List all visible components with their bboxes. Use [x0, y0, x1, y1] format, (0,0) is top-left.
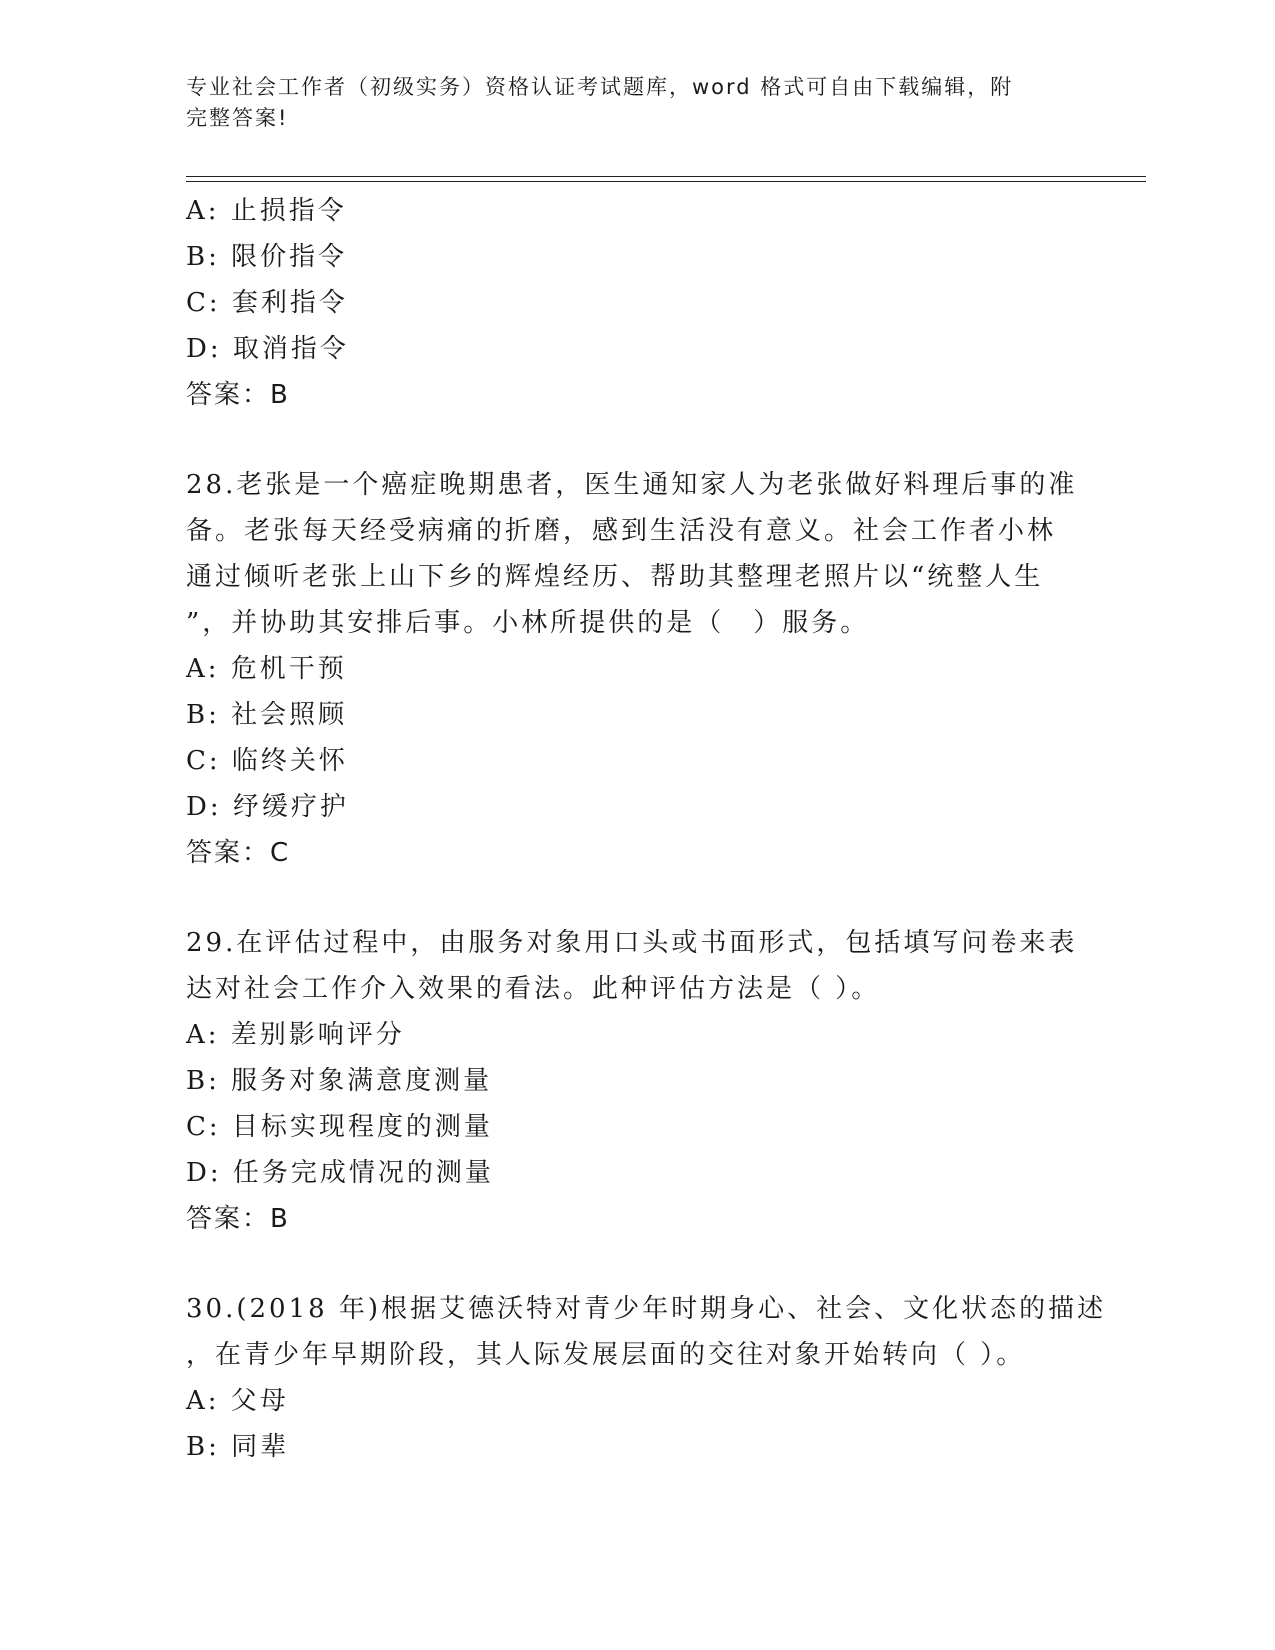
option-a: A: 止损指令: [186, 196, 347, 226]
question-text-line: 备。老张每天经受病痛的折磨，感到生活没有意义。社会工作者小林: [186, 516, 1057, 546]
option-c: C: 套利指令: [186, 288, 348, 318]
option-a: A: 差别影响评分: [186, 1020, 405, 1050]
answer: 答案：B: [186, 1204, 290, 1234]
question-spacer: [186, 1242, 1086, 1286]
question-text-line: 29.在评估过程中，由服务对象用口头或书面形式，包括填写问卷来表: [186, 928, 1078, 958]
question-text-line: 28.老张是一个癌症晚期患者，医生通知家人为老张做好料理后事的准: [186, 470, 1078, 500]
question-list: [186, 188, 1107, 1470]
question-spacer: [186, 876, 1086, 920]
document-header: [186, 72, 1066, 134]
question-spacer: [186, 418, 1086, 462]
question-28: [186, 462, 1086, 876]
header-line-1: 专业社会工作者（初级实务）资格认证考试题库，word 格式可自由下载编辑，附: [186, 75, 1014, 99]
question-30: [186, 1286, 1107, 1470]
option-b: B: 同辈: [186, 1432, 290, 1462]
option-a: A: 危机干预: [186, 654, 347, 684]
option-b: B: 服务对象满意度测量: [186, 1066, 493, 1096]
header-divider-top: [186, 176, 1146, 177]
header-line-2: 完整答案!: [186, 106, 289, 130]
answer: 答案：B: [186, 380, 290, 410]
option-d: D: 取消指令: [186, 334, 349, 364]
option-b: B: 限价指令: [186, 242, 348, 272]
option-b: B: 社会照顾: [186, 700, 348, 730]
question-text-line: 30.(2018 年)根据艾德沃特对青少年时期身心、社会、文化状态的描述: [186, 1294, 1107, 1324]
option-c: C: 临终关怀: [186, 746, 348, 776]
option-c: C: 目标实现程度的测量: [186, 1112, 493, 1142]
option-d: D: 纾缓疗护: [186, 792, 349, 822]
question-text-line: ，在青少年早期阶段，其人际发展层面的交往对象开始转向（ ）。: [186, 1340, 1026, 1370]
question-text-line: 通过倾听老张上山下乡的辉煌经历、帮助其整理老照片以“统整人生: [186, 562, 1044, 592]
option-a: A: 父母: [186, 1386, 289, 1416]
header-divider-bottom: [186, 181, 1146, 182]
question-29: [186, 920, 1086, 1242]
answer: 答案：C: [186, 838, 291, 868]
option-d: D: 任务完成情况的测量: [186, 1158, 494, 1188]
question-text-line: 达对社会工作介入效果的看法。此种评估方法是（ ）。: [186, 974, 881, 1004]
question-27: [186, 188, 1086, 418]
question-text-line: ”，并协助其安排后事。小林所提供的是（ ）服务。: [186, 608, 870, 638]
